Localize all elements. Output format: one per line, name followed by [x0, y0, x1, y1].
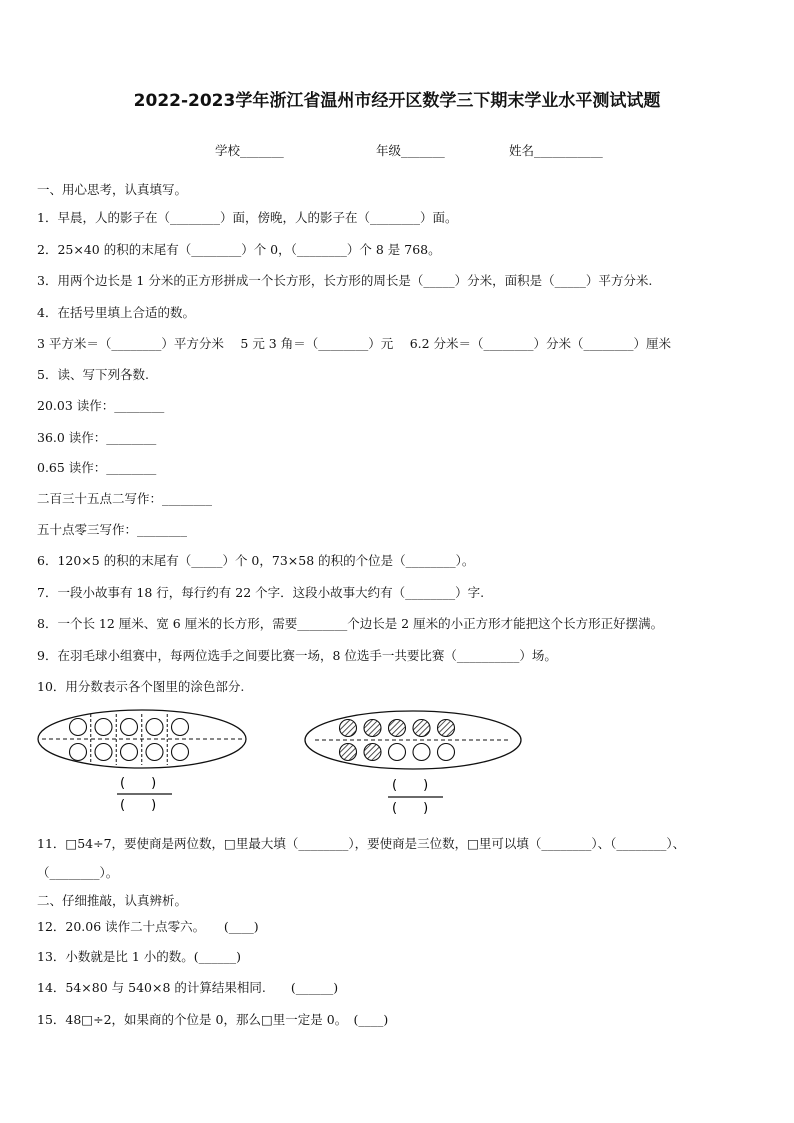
- name-field: 姓名___________: [509, 143, 603, 158]
- empty-circle: [389, 744, 406, 761]
- question-12: 12．20.06 读作二十点零六。 (____): [37, 919, 259, 934]
- empty-circle: [146, 744, 163, 761]
- numerator-blank: ( ): [120, 776, 157, 791]
- numerator-blank: ( ): [392, 778, 429, 793]
- figure-1-fraction: [117, 776, 172, 813]
- question-6: 6．120×5 的积的末尾有（_____）个 0，73×58 的积的个位是（________）。: [37, 553, 475, 568]
- question-4: 4．在括号里填上合适的数。: [37, 305, 195, 320]
- question-11: 11．□54÷7，要使商是两位数，□里最大填（________），要使商是三位数，□里可以填（________）、（________）、: [37, 836, 686, 851]
- empty-circle: [121, 744, 138, 761]
- empty-circle: [95, 744, 112, 761]
- question-8: 8．一个长 12 厘米、宽 6 厘米的长方形，需要________个边长是 2 厘米的小正方形才能把这个长方形正好摆满。: [37, 616, 664, 631]
- question-2: 2．25×40 的积的末尾有（________）个 0，（________）个 8 是 768。: [37, 242, 441, 257]
- grade-field: 年级_______: [376, 143, 445, 158]
- section-heading-1: 一、用心思考，认真填写。: [37, 182, 188, 197]
- question-7: 7．一段小故事有 18 行，每行约有 22 个字．这段小故事大约有（________）字.: [37, 585, 485, 600]
- shaded-circle: [364, 744, 381, 761]
- question-5: 5．读、写下列各数.: [37, 367, 149, 382]
- shaded-circle: [340, 720, 357, 737]
- question-4-blanks: 3 平方米＝（________）平方分米 5 元 3 角＝（________）元 6.2 分米＝（________）分米（________）厘米: [37, 336, 672, 351]
- empty-circle: [172, 744, 189, 761]
- shaded-circle: [364, 720, 381, 737]
- denominator-blank: ( ): [120, 798, 157, 813]
- school-field: 学校_______: [215, 143, 284, 158]
- shaded-circle: [438, 720, 455, 737]
- question-5-item: 36.0 读作：________: [37, 430, 157, 445]
- question-5-item: 二百三十五点二写作：________: [37, 491, 213, 506]
- question-5-item: 五十点零三写作：________: [37, 522, 188, 537]
- shaded-circle: [340, 744, 357, 761]
- section-heading-2: 二、仔细推敲，认真辨析。: [37, 893, 188, 908]
- shaded-circle: [389, 720, 406, 737]
- figure-1: [38, 710, 246, 768]
- empty-circle: [70, 719, 87, 736]
- figure-2: [305, 711, 521, 769]
- figure-2-fraction: [388, 778, 443, 816]
- empty-circle: [121, 719, 138, 736]
- empty-circle: [438, 744, 455, 761]
- question-11-continued: （________）。: [37, 865, 119, 880]
- question-5-item: 20.03 读作：________: [37, 398, 165, 413]
- question-9: 9．在羽毛球小组赛中，每两位选手之间要比赛一场，8 位选手一共要比赛（__________）场。: [37, 648, 557, 663]
- empty-circle: [172, 719, 189, 736]
- question-10: 10．用分数表示各个图里的涂色部分.: [37, 679, 245, 694]
- question-14: 14．54×80 与 540×8 的计算结果相同. (______): [37, 980, 339, 995]
- question-5-item: 0.65 读作：________: [37, 460, 157, 475]
- empty-circle: [95, 719, 112, 736]
- question-1: 1．早晨，人的影子在（________）面，傍晚，人的影子在（________）面。: [37, 210, 458, 225]
- empty-circle: [70, 744, 87, 761]
- denominator-blank: ( ): [392, 801, 429, 816]
- empty-circle: [413, 744, 430, 761]
- shaded-circle: [413, 720, 430, 737]
- question-13: 13．小数就是比 1 小的数。(______): [37, 949, 242, 964]
- question-3: 3．用两个边长是 1 分米的正方形拼成一个长方形，长方形的周长是（_____）分米，面积是（_____）平方分米.: [37, 273, 653, 288]
- empty-circle: [146, 719, 163, 736]
- question-15: 15．48□÷2，如果商的个位是 0，那么□里一定是 0。 (____): [37, 1012, 389, 1027]
- page-title: 2022-2023学年浙江省温州市经开区数学三下期末学业水平测试试题: [133, 91, 661, 111]
